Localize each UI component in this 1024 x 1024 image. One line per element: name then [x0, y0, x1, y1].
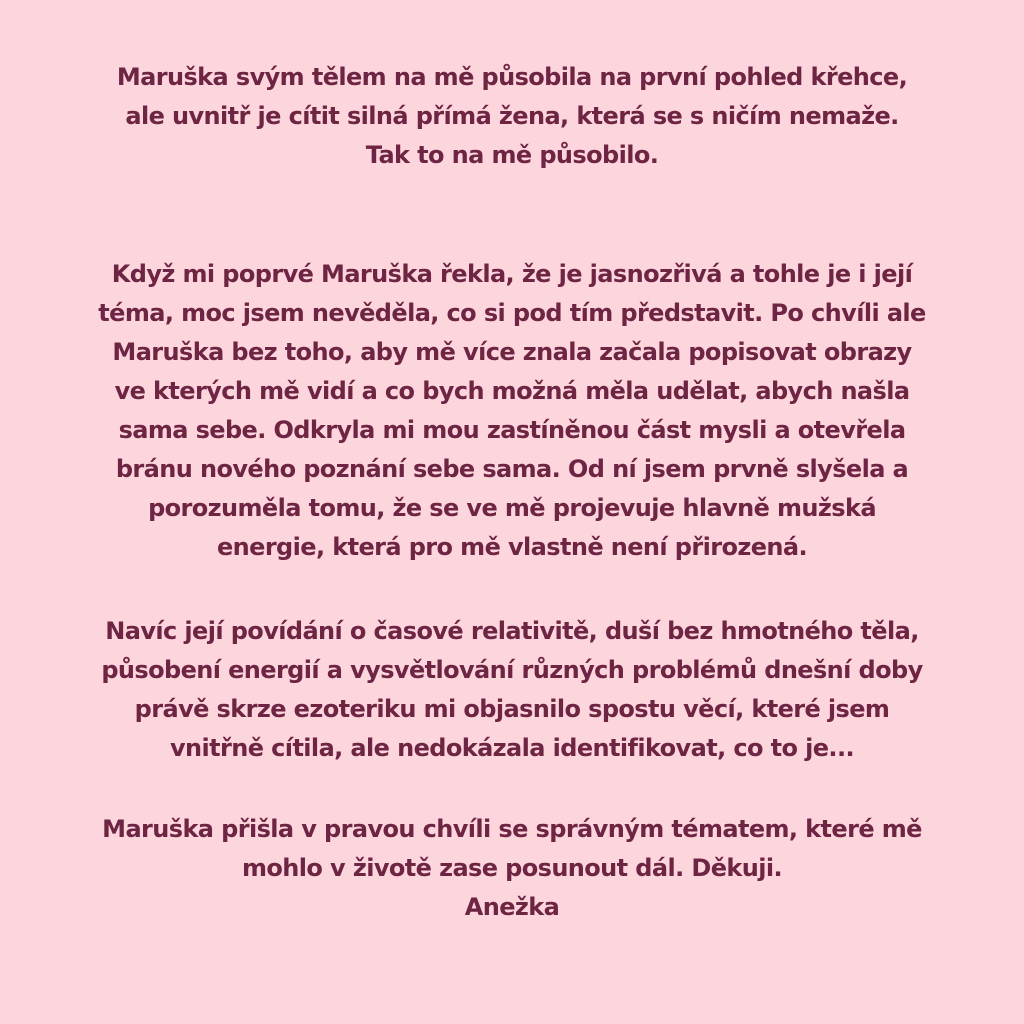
paragraph-esoterics — [30, 612, 994, 768]
paragraph-closing — [30, 810, 994, 927]
text-line: Když mi poprvé Maruška řekla, že je jasnozřivá a tohle je i její — [111, 260, 913, 288]
text-line: Maruška bez toho, aby mě více znala začala popisovat obrazy — [112, 338, 912, 366]
text-line: Maruška přišla v pravou chvíli se správným tématem, které mě — [102, 815, 922, 843]
text-line: sama sebe. Odkryla mi mou zastíněnou část mysli a otevřela — [118, 416, 906, 444]
text-line: energie, která pro mě vlastně není přirozená. — [216, 533, 808, 561]
text-line: mohlo v životě zase posunout dál. Děkuji. — [242, 854, 782, 882]
paragraph-clairvoyance — [30, 255, 994, 567]
text-line: bránu nového poznání sebe sama. Od ní jsem prvně slyšela a — [115, 455, 909, 483]
text-line: ale uvnitř je cítit silná přímá žena, která se s ničím nemaže. — [125, 102, 899, 130]
text-line: ve kterých mě vidí a co bych možná měla udělat, abych našla — [114, 377, 910, 405]
paragraph-intro — [30, 58, 994, 175]
text-line: Tak to na mě působilo. — [365, 141, 659, 169]
text-line: porozuměla tomu, že se ve mě projevuje hlavně mužská — [148, 494, 876, 522]
text-line: téma, moc jsem nevěděla, co si pod tím představit. Po chvíli ale — [98, 299, 926, 327]
text-line: Navíc její povídání o časové relativitě, duší bez hmotného těla, — [105, 617, 919, 645]
text-line: působení energií a vysvětlování různých problémů dnešní doby — [101, 656, 923, 684]
text-line: právě skrze ezoteriku mi objasnilo spostu věcí, které jsem — [134, 695, 890, 723]
text-line: Maruška svým tělem na mě působila na první pohled křehce, — [116, 63, 908, 91]
signature: Anežka — [464, 893, 560, 921]
text-line: vnitřně cítila, ale nedokázala identifikovat, co to je... — [170, 734, 854, 762]
